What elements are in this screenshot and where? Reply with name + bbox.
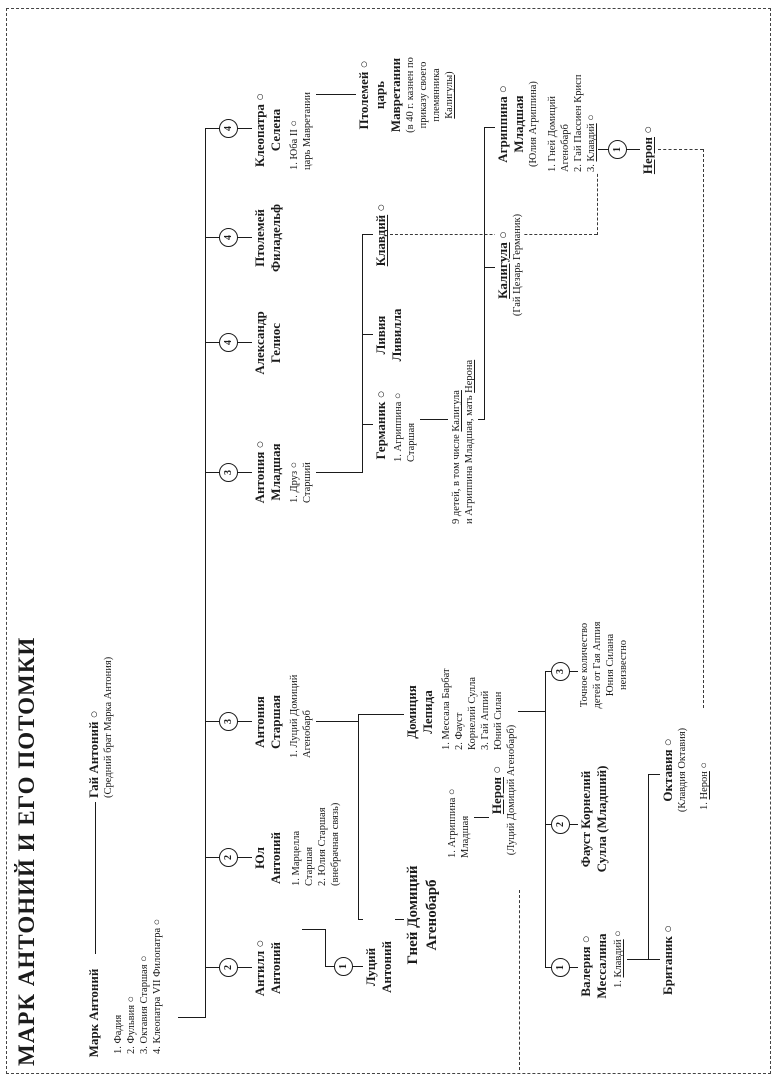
connector-line	[178, 1017, 206, 1018]
mark-antony-wives-line: 1. Фадия	[113, 1014, 124, 1054]
cleopatra-selene	[252, 78, 284, 182]
dashed-connector-line	[519, 890, 520, 1070]
faustus-cornelius-sulla	[578, 758, 610, 880]
alexander-helios	[252, 291, 284, 395]
valeria-messalina-line: Валерия ○	[578, 935, 593, 997]
connector-line	[626, 149, 640, 150]
connector-line	[206, 342, 220, 343]
connector-line	[95, 802, 96, 954]
connector-line	[545, 671, 546, 968]
connector-line	[237, 857, 252, 858]
ptolemy-of-mauretania-line: Мавретании	[388, 57, 403, 133]
britannicus	[660, 904, 676, 1016]
ptolemy-philadelphus	[252, 186, 284, 290]
valeria-messalina	[578, 910, 610, 1022]
agrippina-minor-husbands-line: Агенобарб	[560, 124, 571, 172]
dashed-connector-line	[597, 169, 598, 235]
antonia-minor-husband	[288, 393, 314, 503]
antonia-major	[252, 670, 284, 774]
gnaeus-domitius-ahenobarbus-line: Гней Домиций	[405, 865, 421, 965]
silanus-children-note	[578, 595, 630, 735]
nero-child-line: (Луций Домиций Агенобарб)	[506, 724, 517, 856]
lucius-antonius-line: Антоний	[379, 940, 394, 994]
marriage-number-circle-1: 1	[608, 140, 627, 159]
valeria-husband	[612, 878, 625, 988]
page-title-line: МАРК АНТОНИЙ И ЕГО ПОТОМКИ	[14, 636, 39, 1066]
antonia-major-husband-line: Агенобарб	[302, 710, 313, 758]
marriage-number-circle-4: 4	[219, 119, 238, 138]
gnaeus-wife-line: 1. Агриппина ○	[447, 788, 458, 858]
agrippina-minor	[495, 64, 540, 184]
marriage-number-circle-3: 3	[219, 712, 238, 731]
domitia-lepida-line: Домиция	[404, 685, 419, 739]
iullus-antonius	[252, 806, 284, 910]
connector-line	[649, 959, 660, 960]
connector-line	[237, 967, 252, 968]
marriage-number-circle-1: 1	[334, 957, 353, 976]
marriage-number-circle-4: 4	[219, 228, 238, 247]
nine-children-note-line: 9 детей, в том числе Калигула	[451, 390, 462, 524]
connector-line	[358, 714, 359, 920]
nine-children-note-line: и Агриппина Младшая, мать Нерона	[464, 359, 475, 524]
connector-line	[484, 127, 485, 420]
mark-antony-wives-line: 3. Октавия Старшая ○	[139, 955, 150, 1054]
connector-line	[420, 419, 448, 420]
ptolemy-of-mauretania-line: (в 40 г. казнен по	[405, 57, 416, 133]
connector-line	[206, 857, 220, 858]
agrippina-minor-line: Младшая	[511, 95, 526, 153]
domitia-lepida-husbands-line: 3. Гай Аппий	[480, 690, 491, 750]
livia-livilla-line: Ливия	[373, 315, 388, 355]
gnaeus-wife	[446, 738, 472, 858]
connector-line	[206, 721, 220, 722]
cleopatra-selene-husband-line: царь Мавретании	[302, 91, 313, 170]
domitia-lepida-husbands-line: 1. Мессала Барбат	[441, 668, 452, 750]
antonia-minor	[252, 419, 284, 525]
mark-antony-wives-line: 2. Фульвия ○	[126, 996, 137, 1054]
connector-line	[316, 472, 362, 473]
connector-line	[206, 128, 220, 129]
connector-line	[362, 234, 363, 473]
silanus-children-note-line: неизвестно	[618, 640, 629, 690]
caligula-line: Калигула ○	[495, 231, 510, 299]
connector-line	[237, 721, 252, 722]
silanus-children-note-line: детей от Гая Аппия	[592, 621, 603, 709]
silanus-children-note-line: Точное количество	[579, 622, 590, 708]
marriage-number-circle-1: 1	[551, 958, 570, 977]
connector-line	[474, 817, 489, 818]
antonia-minor-line: Антония ○	[252, 440, 267, 504]
gaius-antonius-line: (Средний брат Марка Антония)	[103, 656, 114, 798]
marriage-number-circle-4: 4	[219, 333, 238, 352]
germanicus	[373, 372, 389, 478]
octavia-line: (Клавдия Октавия)	[677, 727, 688, 813]
antonia-major-husband-line: 1. Луций Домиций	[289, 674, 300, 758]
agrippina-minor-line: Агриппина ○	[495, 85, 510, 163]
octavia	[660, 700, 689, 840]
ptolemy-of-mauretania-line: племянника	[431, 68, 442, 122]
livia-livilla	[373, 290, 405, 380]
gaius-antonius	[86, 583, 115, 798]
mark-antony-wives	[112, 834, 164, 1054]
domitia-lepida-husbands	[440, 595, 505, 750]
ptolemy-of-mauretania-line: царь	[372, 80, 387, 110]
dashed-connector-line	[658, 149, 703, 150]
connector-line	[359, 714, 404, 715]
mark-antony-line: Марк Антоний	[86, 968, 101, 1058]
octavia-husband	[698, 710, 711, 810]
alexander-helios-line: Александр	[252, 311, 267, 375]
iullus-antonius-line: Юл	[252, 847, 267, 869]
nero	[640, 100, 656, 200]
domitia-lepida-husbands-line: Корнелий Сулла	[467, 676, 478, 750]
antyllus-line: Антилл ○	[252, 939, 267, 997]
antonia-major-line: Старшая	[268, 695, 283, 749]
octavia-husband-line: 1. Нерон ○	[699, 762, 710, 810]
germanicus-wife-line: 1. Агриппина ○	[393, 392, 404, 462]
marriage-number-circle-2: 2	[219, 958, 238, 977]
ptolemy-philadelphus-line: Филадельф	[268, 204, 283, 272]
caligula	[495, 210, 524, 320]
claudius-line: Клавдий ○	[373, 203, 388, 267]
connector-line	[237, 237, 252, 238]
domitia-lepida-husbands-line: Юний Силан	[493, 691, 504, 750]
connector-line	[237, 128, 252, 129]
connector-line	[485, 127, 495, 128]
antonia-minor-husband-line: Старший	[302, 462, 313, 503]
ptolemy-of-mauretania-line: Калигулы)	[444, 71, 455, 119]
domitia-lepida-husbands-line: 2. Фауст	[454, 712, 465, 750]
nero-line: Нерон ○	[640, 125, 655, 175]
mark-antony-wives-line: 4. Клеопатра VII Филопатра ○	[152, 918, 163, 1054]
nine-children-note	[450, 319, 476, 524]
dashed-connector-line	[703, 149, 704, 708]
antonia-major-line: Антония	[252, 696, 267, 748]
ptolemy-of-mauretania	[356, 28, 456, 162]
octavia-line: Октавия ○	[660, 738, 675, 802]
nero-child-line: Нерон ○	[489, 765, 504, 815]
ptolemy-of-mauretania-line: приказу своего	[418, 61, 429, 129]
livia-livilla-line: Ливилла	[389, 308, 404, 362]
connector-line	[363, 424, 373, 425]
page-title	[12, 506, 42, 1066]
silanus-children-note-line: Юния Силана	[605, 633, 616, 697]
ptolemy-philadelphus-line: Птолемей	[252, 209, 267, 267]
lucius-antonius	[363, 917, 395, 1017]
antonia-major-husband	[288, 608, 314, 758]
agrippina-minor-husbands-line: 1. Гней Домиций	[547, 95, 558, 172]
connector-line	[363, 334, 373, 335]
valeria-husband-line: 1. Клавдий ○	[613, 930, 624, 988]
germanicus-wife-line: Старшая	[406, 422, 417, 462]
cleopatra-selene-line: Клеопатра ○	[252, 92, 267, 168]
connector-line	[237, 342, 252, 343]
connector-line	[316, 94, 356, 95]
faustus-cornelius-sulla-line: Фауст Корнелий	[578, 770, 593, 868]
britannicus-line: Британик ○	[660, 925, 675, 995]
iullus-wives-line: (внебрачная связь)	[330, 802, 341, 886]
domitia-lepida	[404, 662, 436, 762]
caligula-line: (Гай Цезарь Германик)	[512, 213, 523, 317]
gaius-antonius-line: Гай Антоний ○	[86, 710, 101, 798]
antyllus	[252, 916, 284, 1020]
gnaeus-wife-line: Младшая	[460, 815, 471, 858]
cleopatra-selene-line: Селена	[268, 108, 283, 152]
iullus-wives	[290, 736, 342, 886]
iullus-wives-line: 2. Юлия Старшая	[317, 807, 328, 886]
marriage-number-circle-2: 2	[551, 815, 570, 834]
marriage-number-circle-3: 3	[551, 662, 570, 681]
connector-line	[627, 959, 648, 960]
germanicus-line: Германик ○	[373, 390, 388, 460]
antonia-minor-husband-line: 1. Друз ○	[289, 461, 300, 503]
connector-line	[302, 929, 325, 930]
lucius-antonius-line: Луций	[363, 947, 378, 987]
antyllus-line: Антоний	[268, 941, 283, 995]
iullus-antonius-line: Антоний	[268, 831, 283, 885]
agrippina-minor-line: (Юлия Агриппина)	[528, 81, 539, 167]
faustus-cornelius-sulla-line: Сулла (Младший)	[594, 765, 609, 873]
agrippina-minor-husbands	[546, 12, 598, 172]
connector-line	[649, 774, 660, 775]
mark-antony	[86, 954, 102, 1072]
dashed-connector-line	[390, 234, 597, 235]
connector-line	[237, 472, 252, 473]
claudius	[373, 188, 389, 282]
connector-line	[206, 472, 220, 473]
connector-line	[316, 721, 359, 722]
gnaeus-domitius-ahenobarbus-line: Агенобарб	[424, 879, 440, 951]
cleopatra-selene-husband	[288, 10, 314, 170]
gnaeus-domitius-ahenobarbus	[404, 820, 442, 1010]
alexander-helios-line: Гелиос	[268, 322, 283, 364]
ptolemy-of-mauretania-line: Птолемей ○	[356, 60, 371, 130]
connector-line	[205, 128, 206, 1018]
connector-line	[648, 774, 649, 960]
connector-line	[363, 234, 373, 235]
valeria-messalina-line: Мессалина	[594, 933, 609, 999]
connector-line	[485, 267, 495, 268]
marriage-number-circle-3: 3	[219, 463, 238, 482]
domitia-lepida-line: Лепида	[420, 690, 435, 734]
connector-line	[206, 237, 220, 238]
connector-line	[325, 929, 326, 967]
marriage-number-circle-2: 2	[219, 848, 238, 867]
cleopatra-selene-husband-line: 1. Юба II ○	[289, 120, 300, 170]
iullus-wives-line: Старшая	[304, 846, 315, 886]
iullus-wives-line: 1. Марцелла	[291, 830, 302, 886]
connector-line	[206, 967, 220, 968]
antonia-minor-line: Младшая	[268, 443, 283, 501]
agrippina-minor-husbands-line: 3. Клавдий ○	[586, 114, 597, 172]
agrippina-minor-husbands-line: 2. Гай Пассиен Крисп	[573, 74, 584, 172]
